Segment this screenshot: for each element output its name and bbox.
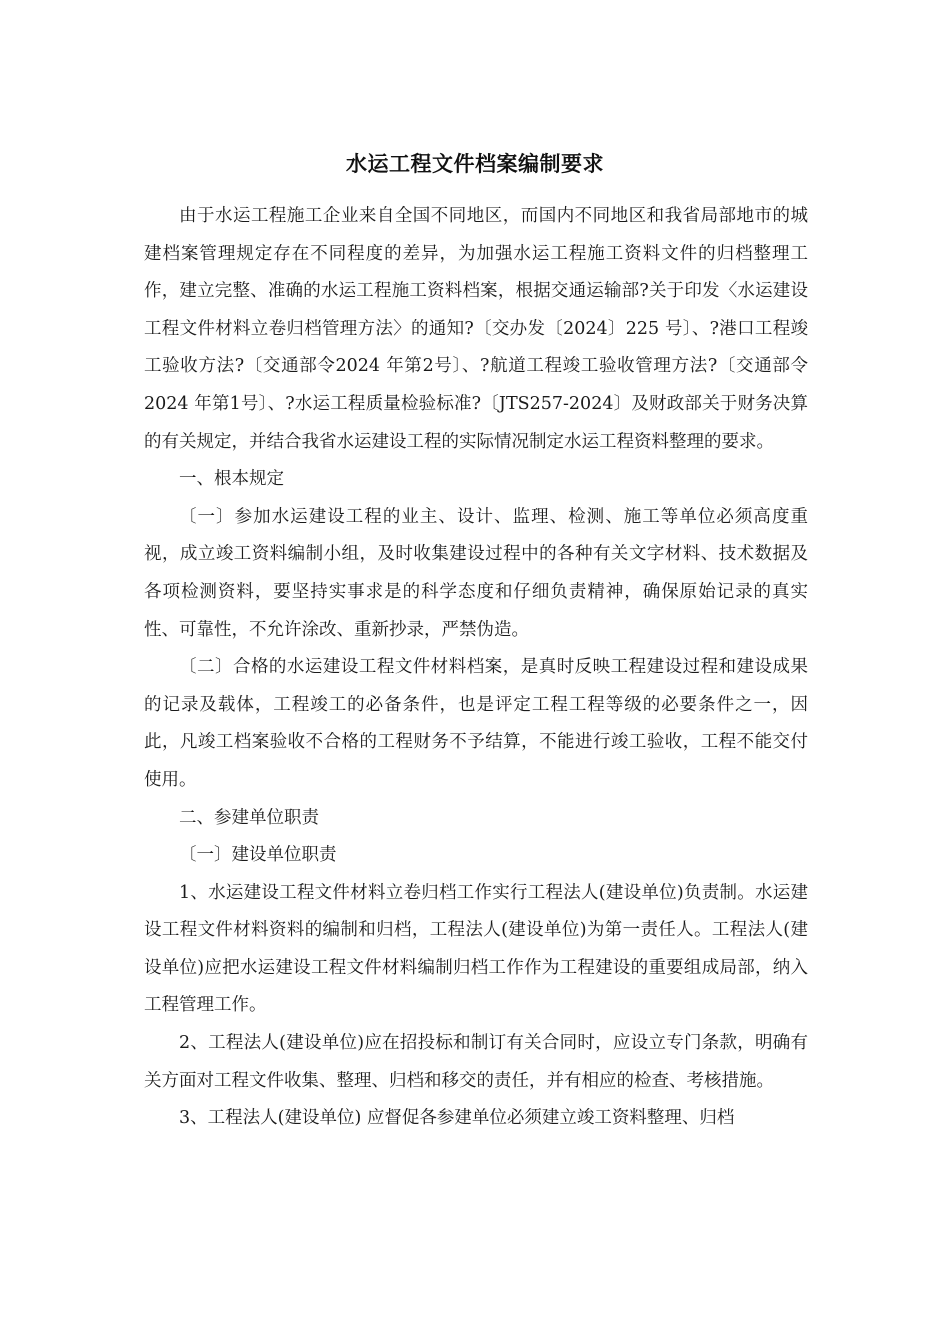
section-heading-responsibilities: 二、参建单位职责: [179, 807, 319, 828]
owner-duty-3: 3、工程法人(建设单位) 应督促各参建单位必须建立竣工资料整理、归档: [179, 1108, 735, 1129]
section-heading-basic-rules: 一、根本规定: [179, 469, 284, 490]
intro-paragraph: 由于水运工程施工企业来自全国不同地区，而国内不同地区和我省局部地市的城建档案管理规定存在不同程度的差异，为加强水运工程施工资料文件的归档整理工作，建立完整、准确的水运工程施工资料档案，根据交通运输部?关于印发〈水运建设工程文件材料立卷归档管理方法〉的通知?〔交办发〔2024〕225 号〕、?港口工程竣工验收方法?〔交通部令2024 年第2号〕、?航道工程竣工验收管理方法?〔交通部令2024 年第1号〕、?水运工程质量检验标准?〔JTS257-2024〕及财政部关于财务决算的有关规定，并结合我省水运建设工程的实际情况制定水运工程资料整理的要求。: [144, 206, 808, 452]
rule-paragraph-2: 〔二〕合格的水运建设工程文件材料档案，是真时反映工程建设过程和建设成果的记录及载体，工程竣工的必备条件，也是评定工程工程等级的必要条件之一，因此，凡竣工档案验收不合格的工程财务不予结算，不能进行竣工验收，工程不能交付使用。: [144, 657, 808, 790]
page-title: 水运工程文件档案编制要求: [346, 152, 604, 176]
owner-duty-1: 1、水运建设工程文件材料立卷归档工作实行工程法人(建设单位)负责制。水运建设工程文件材料资料的编制和归档，工程法人(建设单位)为第一责任人。工程法人(建设单位)应把水运建设工程文件材料编制归档工作作为工程建设的重要组成局部，纳入工程管理工作。: [144, 882, 808, 1016]
owner-duty-2: 2、工程法人(建设单位)应在招投标和制订有关合同时，应设立专门条款，明确有关方面对工程文件收集、整理、归档和移交的责任，并有相应的检查、考核措施。: [144, 1033, 808, 1091]
document-body: [144, 198, 808, 1138]
rule-paragraph-1: 〔一〕参加水运建设工程的业主、设计、监理、检测、施工等单位必须高度重视，成立竣工资料编制小组，及时收集建设过程中的各种有关文字材料、技术数据及各项检测资料，要坚持实事求是的科学态度和仔细负责精神，确保原始记录的真实性、可靠性，不允许涂改、重新抄录，严禁伪造。: [144, 506, 808, 640]
subsection-heading-owner: 〔一〕建设单位职责: [179, 845, 337, 866]
